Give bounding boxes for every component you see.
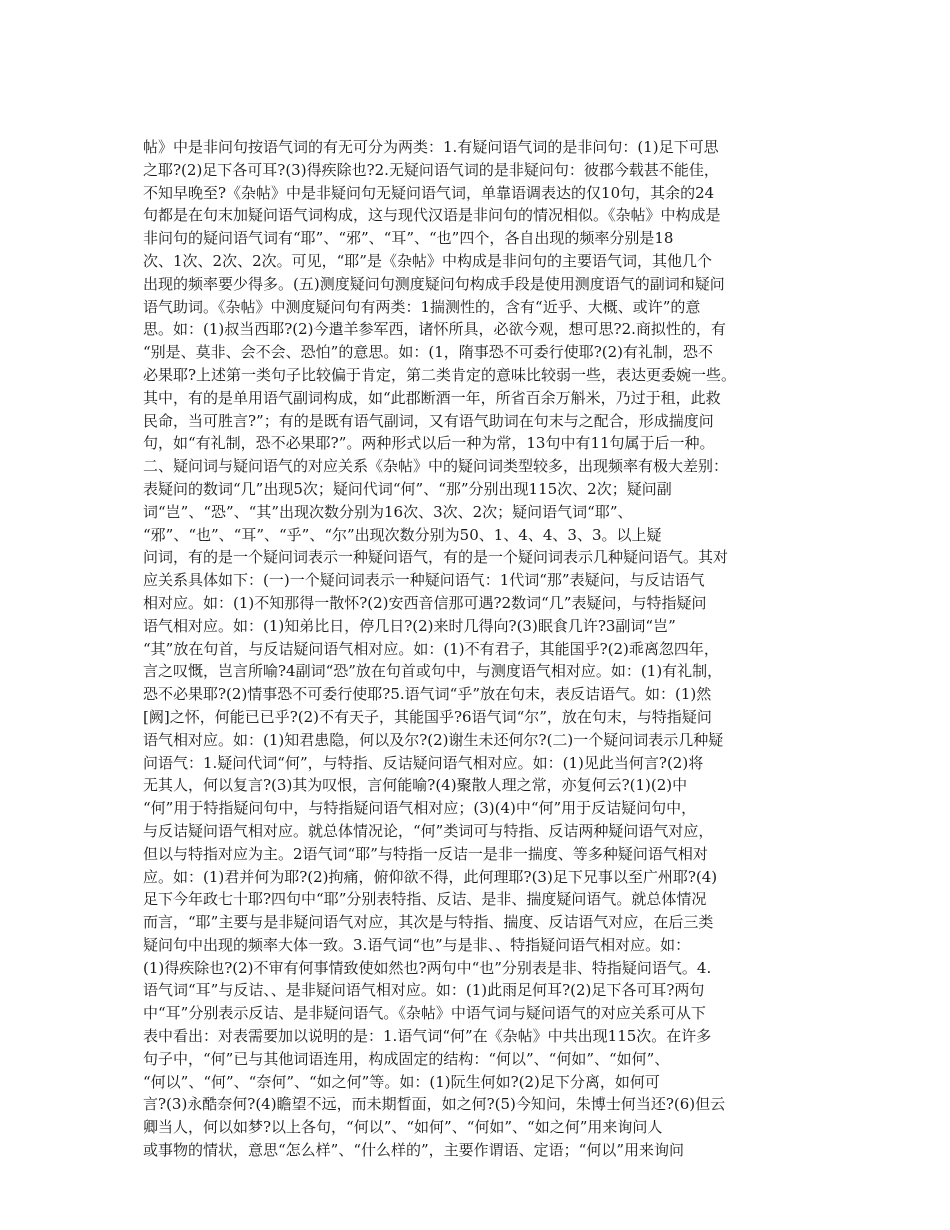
text-line: 表中看出：对表需要加以说明的是：1.语气词“何”在《杂帖》中共出现115次。在许多 — [143, 1027, 712, 1046]
text-line: 帖》中是非问句按语气词的有无可分为两类：1.有疑问语气词的是非问句：(1)足下可思 — [143, 138, 719, 156]
text-line: 而言，“耶”主要与是非疑问语气对应，其次是与特指、揣度、反诘语气对应，在后三类 — [143, 913, 714, 932]
text-line: 言?(3)永酷奈何?(4)瞻望不远，而未期晳面，如之何?(5)今知问，朱博士何当还?(6)但云 — [143, 1095, 726, 1114]
text-line: 民命，当可胜言?”；有的是既有语气副词，又有语气助词在句末与之配合，形成揣度问 — [143, 411, 714, 430]
text-line: 应。如：(1)君并何为耶?(2)拘痛，俯仰欲不得，此何理耶?(3)足下兄事以至广州耶?(4) — [143, 867, 718, 886]
text-line: [阙]之怀，何能已已乎?(2)不有天子，其能国乎?6语气词“尔”，放在句末，与特指疑问 — [143, 707, 712, 726]
text-line: “何以”、“何”、“奈何”、“如之何”等。如：(1)阮生何如?(2)足下分离，如何可 — [143, 1072, 660, 1091]
text-line: 出现的频率要少得多。(五)测度疑问句测度疑问句构成手段是使用测度语气的副词和疑问 — [143, 274, 725, 293]
text-line: (1)得疾除也?(2)不审有何事情致使如然也?两句中“也”分别表是非、特指疑问语气。4. — [143, 958, 712, 977]
text-line: 应关系具体如下：(一)一个疑问词表示一种疑问语气：1代词“那”表疑问，与反诘语气 — [143, 571, 705, 590]
text-line: 句子中，“何”已与其他词语连用，构成固定的结构：“何以”、“何如”、“如何”、 — [143, 1049, 670, 1068]
text-line: 足下今年政七十耶?四句中“耶”分别表特指、反诘、是非、揣度疑问语气。就总体情况 — [143, 890, 707, 909]
text-line: 语气助词。《杂帖》中测度疑问句有两类：1揣测性的，含有“近乎、大概、或许”的意 — [143, 297, 701, 316]
text-line: 非问句的疑问语气词有“耶”、“邪”、“耳”、“也”四个，各自出现的频率分别是18 — [143, 229, 674, 248]
text-line: 恐不必果耶?(2)情事恐不可委行使耶?5.语气词“乎”放在句末，表反诘语气。如：(1)然 — [143, 685, 712, 704]
text-line: 二、疑问词与疑问语气的对应关系《杂帖》中的疑问词类型较多，出现频率有极大差别： — [143, 457, 729, 476]
text-line: 其中，有的是单用语气副词构成，如“此郡断酒一年，所省百余万斛米，乃过于租，此救 — [143, 388, 721, 407]
text-line: 问语气：1.疑问代词“何”，与特指、反诘疑问语气相对应。如：(1)见此当何言?(2)将 — [143, 753, 704, 772]
text-line: 问词，有的是一个疑问词表示一种疑问语气，有的是一个疑问词表示几种疑问语气。其对 — [143, 548, 729, 567]
document-body — [143, 136, 808, 1162]
text-line: 言之叹慨，岂言所喻?4副词“恐”放在句首或句中，与测度语气相对应。如：(1)有礼制， — [143, 662, 723, 681]
text-line: 卿当人，何以如梦?以上各句，“何以”、“如何”、“何如”、“如之何”用来询问人 — [143, 1118, 663, 1137]
text-line: 句，如“有礼制，恐不必果耶?”。两种形式以后一种为常，13句中有11句属于后一种。 — [143, 434, 715, 453]
text-line: 次、1次、2次、2次。可见，“耶”是《杂帖》中构成是非问句的主要语气词，其他几个 — [143, 251, 712, 270]
text-line: 无其人，何以复言?(3)其为叹恨，言何能喻?(4)聚散人理之常，亦复何云?(1)(2)中 — [143, 776, 688, 795]
text-line: “邪”、“也”、“耳”、“乎”、“尔”出现次数分别为50、1、4、4、3、3。以上疑 — [143, 525, 662, 544]
text-line: 思。如：(1)叔当西耶?(2)今遣羊参军西，诸怀所具，必欲今观，想可思?2.商拟性的，有 — [143, 320, 726, 339]
text-line: 与反诘疑问语气相对应。就总体情况论，“何”类词可与特指、反诘两种疑问语气对应， — [143, 821, 714, 840]
text-line: 不知早晚至?《杂帖》中是非疑问句无疑问语气词，单靠语调表达的仅10句，其余的24 — [143, 183, 715, 202]
text-line: 或事物的情状，意思“怎么样”、“什么样的”，主要作谓语、定语；“何以”用来询问 — [143, 1141, 685, 1160]
text-line: 语气相对应。如：(1)知弟比日，停几日?(2)来时几得向?(3)眠食几许?3副词“岂” — [143, 616, 676, 635]
text-line: 表疑问的数词“几”出现5次；疑问代词“何”、“那”分别出现115次、2次；疑问副 — [143, 479, 672, 498]
text-line: 句都是在句末加疑问语气词构成，这与现代汉语是非问句的情况相似。《杂帖》中构成是 — [143, 206, 721, 225]
text-line: 词“岂”、“恐”、“其”出现次数分别为16次、3次、2次；疑问语气词“耶”、 — [143, 502, 633, 521]
text-line: “别是、莫非、会不会、恐怕”的意思。如：(1，隋事恐不可委行使耶?(2)有礼制，恐不 — [143, 343, 714, 362]
text-line: 相对应。如：(1)不知那得一散怀?(2)安西音信那可遇?2数词“几”表疑问，与特指疑问 — [143, 593, 707, 612]
text-line: 中“耳”分别表示反诘、是非疑问语气。《杂帖》中语气词与疑问语气的对应关系可从下 — [143, 1004, 706, 1023]
text-line: 必果耶?上述第一类句子比较偏于肯定，第二类肯定的意味比较弱一些，表达更委婉一些。 — [143, 365, 737, 384]
text-line: 语气词“耳”与反诘、、是非疑问语气相对应。如：(1)此雨足何耳?(2)足下各可耳?两句 — [143, 981, 705, 1000]
text-line: “何”用于特指疑问句中，与特指疑问语气相对应；(3)(4)中“何”用于反诘疑问句中， — [143, 799, 697, 818]
text-line: “其”放在句首，与反诘疑问语气相对应。如：(1)不有君子，其能国乎?(2)乖离忽四年， — [143, 639, 719, 658]
text-line: 语气相对应。如：(1)知君患隐，何以及尔?(2)谢生未还何尔?(二)一个疑问词表示几种疑 — [143, 730, 724, 749]
text-line: 但以与特指对应为主。2语气词“耶”与特指一反诘一是非一揣度、等多种疑问语气相对 — [143, 844, 708, 863]
text-line: 疑问句中出现的频率大体一致。3.语气词“也”与是非、、特指疑问语气相对应。如： — [143, 935, 691, 954]
text-line: 之耶?(2)足下各可耳?(3)得疾除也?2.无疑问语气词的是非疑问句：彼郡今载甚不能佳， — [143, 160, 719, 179]
